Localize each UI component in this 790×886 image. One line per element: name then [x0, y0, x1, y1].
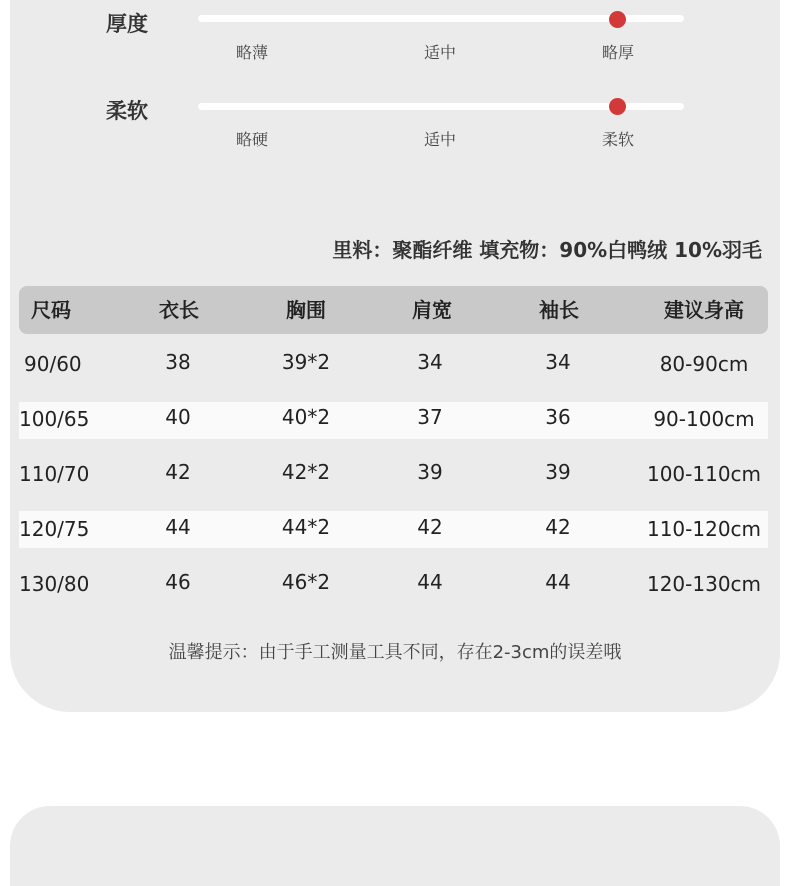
table-row	[19, 511, 768, 548]
cell-chest: 46*2	[281, 570, 331, 594]
table-row	[19, 457, 768, 494]
size-table-header	[19, 286, 768, 334]
next-card	[10, 806, 780, 886]
cell-size: 130/80	[19, 572, 90, 596]
cell-height: 100-110cm	[646, 462, 762, 486]
cell-height: 110-120cm	[646, 517, 762, 541]
header-shoulder: 肩宽	[412, 298, 452, 322]
cell-shoulder: 37	[417, 405, 443, 429]
header-length: 衣长	[159, 298, 199, 322]
cell-size: 100/65	[19, 407, 90, 431]
table-row	[19, 345, 768, 382]
softness-indicator	[609, 98, 626, 115]
cell-length: 38	[165, 350, 191, 374]
cell-length: 42	[165, 460, 191, 484]
cell-chest: 42*2	[281, 460, 331, 484]
softness-label: 柔软	[106, 99, 148, 123]
cell-shoulder: 39	[417, 460, 443, 484]
thickness-label: 厚度	[106, 12, 148, 36]
table-row	[19, 567, 768, 604]
softness-tick-medium: 适中	[423, 130, 457, 149]
header-sleeve: 袖长	[539, 298, 579, 322]
cell-sleeve: 44	[545, 570, 571, 594]
measurement-note: 温馨提示：由于手工测量工具不同，存在2-3cm的误差哦	[168, 642, 622, 663]
thickness-tick-thick: 略厚	[601, 43, 635, 62]
material-text: 里料：聚酯纤维 填充物：90%白鸭绒 10%羽毛	[332, 238, 762, 262]
cell-height: 120-130cm	[646, 572, 762, 596]
cell-chest: 40*2	[281, 405, 331, 429]
cell-shoulder: 42	[417, 515, 443, 539]
thickness-indicator	[609, 11, 626, 28]
header-size: 尺码	[31, 298, 71, 322]
header-chest: 胸围	[286, 298, 326, 322]
cell-sleeve: 34	[545, 350, 571, 374]
cell-sleeve: 42	[545, 515, 571, 539]
cell-size: 120/75	[19, 517, 90, 541]
cell-height: 90-100cm	[653, 407, 755, 431]
cell-size: 90/60	[24, 352, 82, 376]
softness-tick-hard: 略硬	[235, 130, 269, 149]
cell-sleeve: 39	[545, 460, 571, 484]
cell-sleeve: 36	[545, 405, 571, 429]
header-height: 建议身高	[664, 298, 744, 322]
cell-length: 46	[165, 570, 191, 594]
cell-chest: 44*2	[281, 515, 331, 539]
cell-chest: 39*2	[281, 350, 331, 374]
table-row	[19, 402, 768, 439]
cell-length: 44	[165, 515, 191, 539]
cell-size: 110/70	[19, 462, 90, 486]
cell-shoulder: 44	[417, 570, 443, 594]
cell-length: 40	[165, 405, 191, 429]
cell-shoulder: 34	[417, 350, 443, 374]
cell-height: 80-90cm	[659, 352, 749, 376]
thickness-tick-thin: 略薄	[235, 43, 269, 62]
softness-tick-soft: 柔软	[601, 130, 635, 149]
thickness-tick-medium: 适中	[423, 43, 457, 62]
